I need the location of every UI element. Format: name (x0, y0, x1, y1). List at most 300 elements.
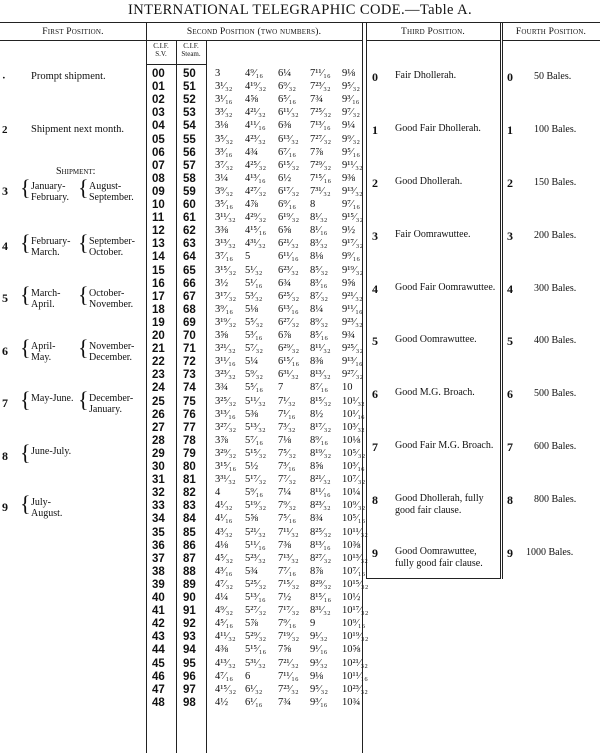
table-row (148, 94, 360, 107)
price-value: 9¾ (342, 330, 356, 341)
price-value: 9⅛ (310, 670, 324, 682)
price-value: 8²¹⁄₃₂ (310, 474, 331, 486)
table-row (148, 644, 360, 657)
price-value: 8²⁹⁄₃₂ (310, 578, 332, 590)
code-sv: 44 (152, 644, 165, 657)
fourth-position-code: 4 (507, 282, 513, 296)
price-value: 9⁷⁄₁₆ (342, 199, 360, 210)
table-row (148, 356, 363, 369)
price-value: 8⁹⁄₃₂ (310, 316, 328, 328)
price-value: 8¹⁄₃₂ (310, 212, 328, 224)
code-sv: 29 (152, 447, 165, 460)
price-value: 9¹⁹⁄₃₂ (342, 264, 364, 276)
code-steam: 71 (183, 343, 196, 356)
price-value: 7⁷⁄₁₆ (278, 565, 296, 577)
price-value: 3¹¹⁄₃₂ (215, 212, 236, 224)
code-steam: 74 (183, 382, 196, 395)
code-steam: 84 (183, 513, 196, 526)
price-value: 9¹⁄₁₆ (310, 644, 328, 656)
code-sv: 06 (152, 146, 165, 159)
price-value: 4²⁵⁄₃₂ (245, 159, 267, 171)
price-value: 5²¹⁄₃₂ (245, 526, 266, 538)
price-value: 8⁹⁄₁₆ (310, 434, 328, 446)
fourth-position-quantity: 100 Bales. (534, 124, 577, 135)
price-value: 3³¹⁄₃₂ (215, 474, 236, 486)
price-value: 9⅜ (342, 172, 356, 184)
code-sv: 24 (152, 382, 165, 395)
code-sv: 47 (152, 683, 165, 696)
price-value: 3²⁵⁄₃₂ (215, 395, 237, 407)
price-value: 8¹⁷⁄₃₂ (310, 421, 332, 433)
price-value: 6²³⁄₃₂ (278, 264, 299, 276)
price-value: 8¼ (310, 303, 324, 315)
month-range-b: December-January. (89, 393, 134, 415)
code-steam: 63 (183, 238, 196, 251)
price-value: 7½ (278, 592, 292, 603)
price-value: 5¼ (245, 356, 259, 368)
code-steam: 62 (183, 225, 196, 238)
table-row (148, 552, 368, 566)
price-value: 7⁷⁄₃₂ (278, 474, 296, 486)
code-steam: 96 (183, 670, 196, 683)
fourth-position-quantity: 150 Bales. (534, 177, 577, 188)
price-value: 4⁷⁄₃₂ (215, 578, 233, 590)
price-value: 10¹¹⁄₁₆ (342, 670, 368, 682)
price-value: 7¼ (278, 487, 292, 499)
price-value: 6²⁹⁄₃₂ (278, 343, 300, 355)
price-value: 10⁵⁄₃₂ (342, 447, 366, 459)
code-sv: 02 (152, 94, 165, 107)
code-sv: 26 (152, 408, 165, 421)
price-value: 7¹¹⁄₁₆ (310, 68, 331, 79)
price-value: 5³¹⁄₃₂ (245, 657, 266, 669)
price-value: 3¹¹⁄₁₆ (215, 356, 236, 368)
code-steam: 80 (183, 461, 196, 473)
third-position-grade: Good Fair Dhollerah. (395, 123, 481, 134)
price-value: 7²¹⁄₃₂ (278, 657, 299, 669)
price-value: 3 (215, 68, 221, 79)
price-value: 8³¹⁄₃₂ (310, 605, 331, 617)
table-row (148, 343, 364, 356)
price-value: 6²⁵⁄₃₂ (278, 290, 300, 302)
price-value: 5¹⁹⁄₃₂ (245, 500, 267, 512)
price-value: 10¾ (342, 696, 361, 708)
price-value: 3¼ (215, 172, 229, 184)
third-position-code: 2 (372, 176, 378, 190)
price-value: 4²³⁄₃₂ (245, 133, 266, 145)
table-row (148, 540, 360, 553)
price-value: 7¹⁹⁄₃₂ (278, 631, 300, 643)
code-steam: 92 (183, 618, 196, 631)
prompt-shipment: Prompt shipment. (31, 71, 106, 82)
price-value: 5³⁄₁₆ (245, 330, 263, 341)
price-value: 5¹¹⁄₃₂ (245, 395, 266, 407)
fourth-position-quantity: 50 Bales. (534, 71, 572, 82)
price-value: 6 (245, 670, 251, 682)
header-rule (0, 40, 146, 41)
table-row (148, 592, 360, 605)
price-value: 10⁷⁄₃₂ (342, 474, 366, 486)
price-value: 8²⁵⁄₃₂ (310, 526, 332, 538)
table-row (148, 238, 364, 251)
price-value: 9²³⁄₃₂ (342, 316, 363, 328)
price-value: 10⅜ (342, 539, 361, 551)
price-value: 3⁵⁄₁₆ (215, 199, 233, 210)
price-value: 3³⁄₃₂ (215, 107, 233, 119)
price-value: 3¹⁄₃₂ (215, 81, 233, 93)
fourth-position-code: 0 (507, 70, 513, 84)
code-sv: 41 (152, 605, 165, 618)
table-row (148, 303, 363, 317)
column-divider (362, 22, 363, 753)
price-value: 4⅛ (215, 539, 229, 551)
table-row (148, 500, 366, 513)
price-value: 8¹⁵⁄₁₆ (310, 592, 332, 603)
table-row (148, 290, 363, 304)
column-divider (502, 22, 503, 579)
price-value: 5⅞ (245, 618, 259, 630)
price-value: 9²¹⁄₃₂ (342, 290, 363, 302)
price-value: 4 (215, 487, 221, 499)
price-value: 3¹⁷⁄₃₂ (215, 290, 237, 302)
price-value: 10⁹⁄₃₂ (342, 500, 366, 512)
code-sv: 18 (152, 303, 165, 316)
price-value: 8¹³⁄₃₂ (310, 369, 331, 381)
month-range-b: September-October. (89, 236, 135, 258)
price-value: 6¹⁹⁄₃₂ (278, 212, 300, 224)
code-sv: 01 (152, 81, 165, 94)
brace-glyph: { (20, 335, 31, 360)
price-value: 10¹⁹⁄₃₂ (342, 631, 369, 643)
price-value: 4¹¹⁄₃₂ (215, 631, 236, 643)
table-row (148, 173, 360, 186)
code-sv: 34 (152, 513, 165, 526)
code-steam: 55 (183, 133, 196, 146)
third-position-code: 4 (372, 282, 378, 296)
code-steam: 73 (183, 369, 196, 382)
table-row (148, 68, 360, 81)
third-position-grade: Good Fair Oomrawuttee. (395, 282, 496, 293)
fourth-position-code: 8 (507, 493, 513, 507)
price-value: 4³¹⁄₃₂ (245, 238, 266, 250)
month-range-a: April-May. (31, 341, 56, 363)
price-value: 6¹³⁄₃₂ (278, 133, 299, 145)
code-sv: 14 (152, 251, 165, 264)
fourth-position-code: 9 (507, 546, 513, 560)
month-range-a: February-March. (31, 236, 71, 258)
code-steam: 90 (183, 592, 196, 604)
price-value: 5²⁷⁄₃₂ (245, 605, 267, 617)
table-row (148, 447, 366, 461)
third-position-code: 0 (372, 70, 378, 84)
price-value: 10⁹⁄₁₆ (342, 618, 366, 630)
shipment-label: Shipment: (56, 166, 96, 177)
price-value: 5¾ (245, 565, 259, 577)
code-steam: 82 (183, 487, 196, 500)
third-position-grade: Good M.G. Broach. (395, 387, 475, 398)
price-value: 6¹⁷⁄₃₂ (278, 185, 300, 197)
price-value: 7⁹⁄₁₆ (278, 618, 296, 630)
brace-glyph: { (20, 230, 31, 255)
month-range-b: November-December. (89, 341, 135, 363)
code-steam: 58 (183, 172, 196, 185)
price-value: 3²⁷⁄₃₂ (215, 421, 237, 433)
price-value: 4¾ (245, 146, 259, 158)
price-value: 6⅞ (278, 330, 292, 341)
price-value: 10³⁄₃₂ (342, 421, 365, 433)
price-value: 9⁵⁄₃₂ (342, 81, 360, 93)
column-divider (366, 22, 367, 579)
price-value: 8¹⁄₁₆ (310, 225, 328, 237)
brace-glyph: { (78, 175, 89, 200)
price-value: 7⅜ (278, 539, 292, 551)
price-value: 9¹⁷⁄₃₂ (342, 238, 364, 250)
price-value: 9¹¹⁄₃₂ (342, 159, 363, 171)
brace-glyph: { (78, 230, 89, 255)
price-value: 5¹⁵⁄₃₂ (245, 447, 267, 459)
column-divider (500, 22, 501, 579)
table-row (148, 225, 360, 238)
price-value: 10²¹⁄₃₂ (342, 657, 368, 669)
price-value: 5¹¹⁄₁₆ (245, 539, 266, 551)
price-value: 7¹³⁄₁₆ (310, 120, 331, 132)
brace-glyph: { (20, 282, 31, 307)
code-sv: 22 (152, 356, 165, 369)
table-row (148, 474, 366, 487)
table-row (148, 251, 360, 264)
table-row (148, 435, 360, 448)
table-row (148, 683, 368, 697)
price-value: 7²⁹⁄₃₂ (310, 159, 332, 171)
price-value: 7²³⁄₃₂ (310, 81, 331, 93)
price-value: 4⁷⁄₁₆ (215, 670, 233, 682)
code-sv: 31 (152, 474, 165, 487)
code-sv: 09 (152, 185, 165, 198)
price-value: 9¹⁵⁄₃₂ (342, 212, 364, 224)
price-value: 10¹⁄₁₆ (342, 408, 365, 420)
header-rule (146, 40, 362, 41)
price-value: 8²³⁄₃₂ (310, 500, 331, 512)
price-value: 6³¹⁄₃₂ (278, 369, 299, 381)
price-value: 8¹⁵⁄₃₂ (310, 395, 332, 407)
table-row (148, 264, 364, 278)
price-value: 6¹¹⁄₁₆ (278, 251, 299, 263)
price-value: 4¹³⁄₁₆ (245, 172, 266, 184)
shipment-next-month: Shipment next month. (31, 124, 125, 135)
price-value: 4½ (215, 696, 229, 708)
fourth-position-header: Fourth Position. (515, 27, 587, 37)
price-value: 6¹¹⁄₃₂ (278, 107, 299, 119)
code-steam: 65 (183, 264, 196, 277)
fourth-position-code: 5 (507, 334, 513, 348)
third-position-grade: Good Fair M.G. Broach. (395, 440, 494, 451)
price-value: 10¹⁵⁄₃₂ (342, 578, 369, 590)
price-value: 7¾ (310, 94, 324, 106)
price-value: 5³⁄₃₂ (245, 290, 263, 302)
price-value: 5¹⁄₁₆ (245, 277, 263, 289)
top-rule (0, 22, 600, 23)
price-value: 5⁷⁄₁₆ (245, 434, 263, 446)
fourth-position-code: 1 (507, 123, 513, 137)
third-position-grade: Good Dhollerah. (395, 176, 463, 187)
brace-glyph: { (78, 335, 89, 360)
price-value: 7²⁵⁄₃₂ (310, 107, 332, 119)
table-row (148, 199, 360, 212)
price-value: 8½ (310, 408, 324, 420)
price-value: 10⁷⁄₁₆ (342, 565, 366, 577)
price-value: 3¹³⁄₁₆ (215, 408, 236, 420)
price-value: 9³⁄₁₆ (342, 94, 360, 106)
price-value: 5²⁹⁄₃₂ (245, 631, 267, 643)
code-sv: 27 (152, 421, 165, 434)
price-value: 6¼ (278, 68, 292, 79)
price-value: 8⅜ (310, 356, 324, 368)
price-value: 7³⁄₁₆ (278, 461, 296, 472)
price-value: 4⁵⁄₃₂ (215, 552, 233, 564)
code-steam: 97 (183, 683, 196, 696)
price-value: 5¹⁵⁄₁₆ (245, 644, 267, 656)
price-value: 5⁷⁄₃₂ (245, 343, 263, 355)
first-position-marker: 2 (2, 124, 8, 136)
month-code: 8 (2, 449, 8, 463)
price-value: 9⅝ (342, 277, 356, 289)
month-range-b: August-September. (89, 181, 134, 203)
price-value: 4¼ (215, 592, 229, 603)
code-sv: 32 (152, 487, 165, 500)
third-position-grade: Good Dhollerah, fully good fair clause. (395, 493, 484, 516)
price-value: 6⁹⁄₁₆ (278, 199, 296, 210)
price-value: 8¾ (310, 513, 324, 525)
cif-sv-header: C.I.F. S.V. (153, 42, 169, 58)
code-steam: 78 (183, 434, 196, 447)
price-value: 10¹¹⁄₃₂ (342, 526, 368, 538)
brace-glyph: { (78, 387, 89, 412)
price-value: 7³¹⁄₃₂ (310, 185, 331, 197)
price-value: 4⁵⁄₁₆ (215, 618, 233, 630)
table-row (148, 382, 360, 395)
price-value: 3⅜ (215, 225, 229, 237)
table-row (148, 395, 365, 409)
code-sv: 23 (152, 369, 165, 382)
table-row (148, 278, 360, 291)
code-steam: 75 (183, 395, 196, 408)
price-value: 6²¹⁄₃₂ (278, 238, 299, 250)
price-value: 4⅜ (215, 644, 229, 656)
price-value: 3¹⁵⁄₁₆ (215, 461, 237, 472)
code-steam: 88 (183, 565, 196, 578)
code-steam: 76 (183, 408, 196, 421)
price-value: 6¾ (278, 277, 292, 289)
table-row (148, 526, 368, 540)
price-value: 3⅞ (215, 434, 229, 446)
price-value: 6⁹⁄₃₂ (278, 81, 296, 93)
price-value: 5⁵⁄₁₆ (245, 382, 263, 394)
price-value: 7⁹⁄₃₂ (278, 500, 296, 512)
price-value: 9²⁵⁄₃₂ (342, 343, 364, 355)
price-value: 3²⁹⁄₃₂ (215, 447, 237, 459)
price-value: 7¹¹⁄₃₂ (278, 526, 299, 538)
price-value: 5²⁵⁄₃₂ (245, 578, 267, 590)
price-value: 5²³⁄₃₂ (245, 552, 266, 564)
code-sv: 16 (152, 277, 165, 290)
table-row (148, 657, 368, 671)
price-value: 7¹³⁄₃₂ (278, 552, 299, 564)
code-steam: 64 (183, 251, 196, 264)
price-value: 9¹³⁄₁₆ (342, 356, 363, 368)
fourth-position-quantity: 1000 Bales. (526, 547, 574, 558)
price-value: 7⅛ (278, 434, 292, 446)
code-sv: 07 (152, 159, 165, 172)
price-value: 3²¹⁄₃₂ (215, 343, 236, 355)
price-value: 4¹⁹⁄₃₂ (245, 81, 267, 93)
price-value: 5⁵⁄₃₂ (245, 316, 263, 328)
table-row (148, 618, 366, 631)
code-steam: 51 (183, 81, 196, 94)
code-steam: 94 (183, 644, 196, 657)
month-code: 6 (2, 344, 8, 358)
price-value: 8¹⁹⁄₃₂ (310, 447, 332, 459)
month-code: 4 (2, 239, 8, 253)
price-value: 9½ (342, 225, 356, 237)
code-sv: 35 (152, 526, 165, 539)
table-row (148, 461, 365, 474)
price-value: 5¹³⁄₁₆ (245, 592, 266, 603)
price-value: 9 (310, 618, 316, 630)
header-rule (502, 40, 600, 41)
code-steam: 53 (183, 107, 196, 120)
table-row (148, 513, 366, 526)
table-row (148, 316, 363, 330)
table-row (148, 487, 360, 500)
header-rule (366, 40, 500, 41)
price-value: 7¹⁵⁄₁₆ (310, 172, 332, 184)
price-value: 5¹³⁄₃₂ (245, 421, 266, 433)
price-value: 8⁷⁄₃₂ (310, 290, 328, 302)
code-sv: 13 (152, 238, 165, 251)
third-position-code: 9 (372, 546, 378, 560)
price-value: 9¼ (342, 120, 356, 132)
price-value: 6⁵⁄₁₆ (278, 94, 296, 106)
code-steam: 98 (183, 696, 196, 709)
table-row (148, 421, 365, 435)
price-value: 9⅛ (342, 68, 356, 79)
page-title: INTERNATIONAL TELEGRAPHIC CODE.—Table A. (127, 2, 473, 18)
third-position-header: Third Position. (401, 27, 465, 37)
code-steam: 79 (183, 447, 196, 460)
fourth-position-code: 6 (507, 387, 513, 401)
price-value: 9⁵⁄₁₆ (342, 146, 360, 158)
price-value: 8¹¹⁄₁₆ (310, 487, 331, 499)
code-steam: 93 (183, 631, 196, 644)
month-code: 9 (2, 500, 8, 514)
code-sv: 08 (152, 172, 165, 185)
table-row (148, 159, 363, 173)
code-sv: 48 (152, 696, 165, 709)
code-steam: 57 (183, 159, 196, 172)
price-value: 5½ (245, 461, 259, 472)
brace-glyph: { (20, 491, 31, 516)
third-position-code: 5 (372, 334, 378, 348)
table-row (148, 134, 360, 147)
code-sv: 46 (152, 670, 165, 683)
price-value: 7¹⁵⁄₃₂ (278, 578, 300, 590)
price-value: 6½ (278, 172, 292, 184)
code-sv: 40 (152, 592, 165, 604)
column-divider (146, 22, 147, 753)
code-sv: 39 (152, 578, 165, 591)
code-sv: 25 (152, 395, 165, 408)
table-row (148, 605, 369, 618)
